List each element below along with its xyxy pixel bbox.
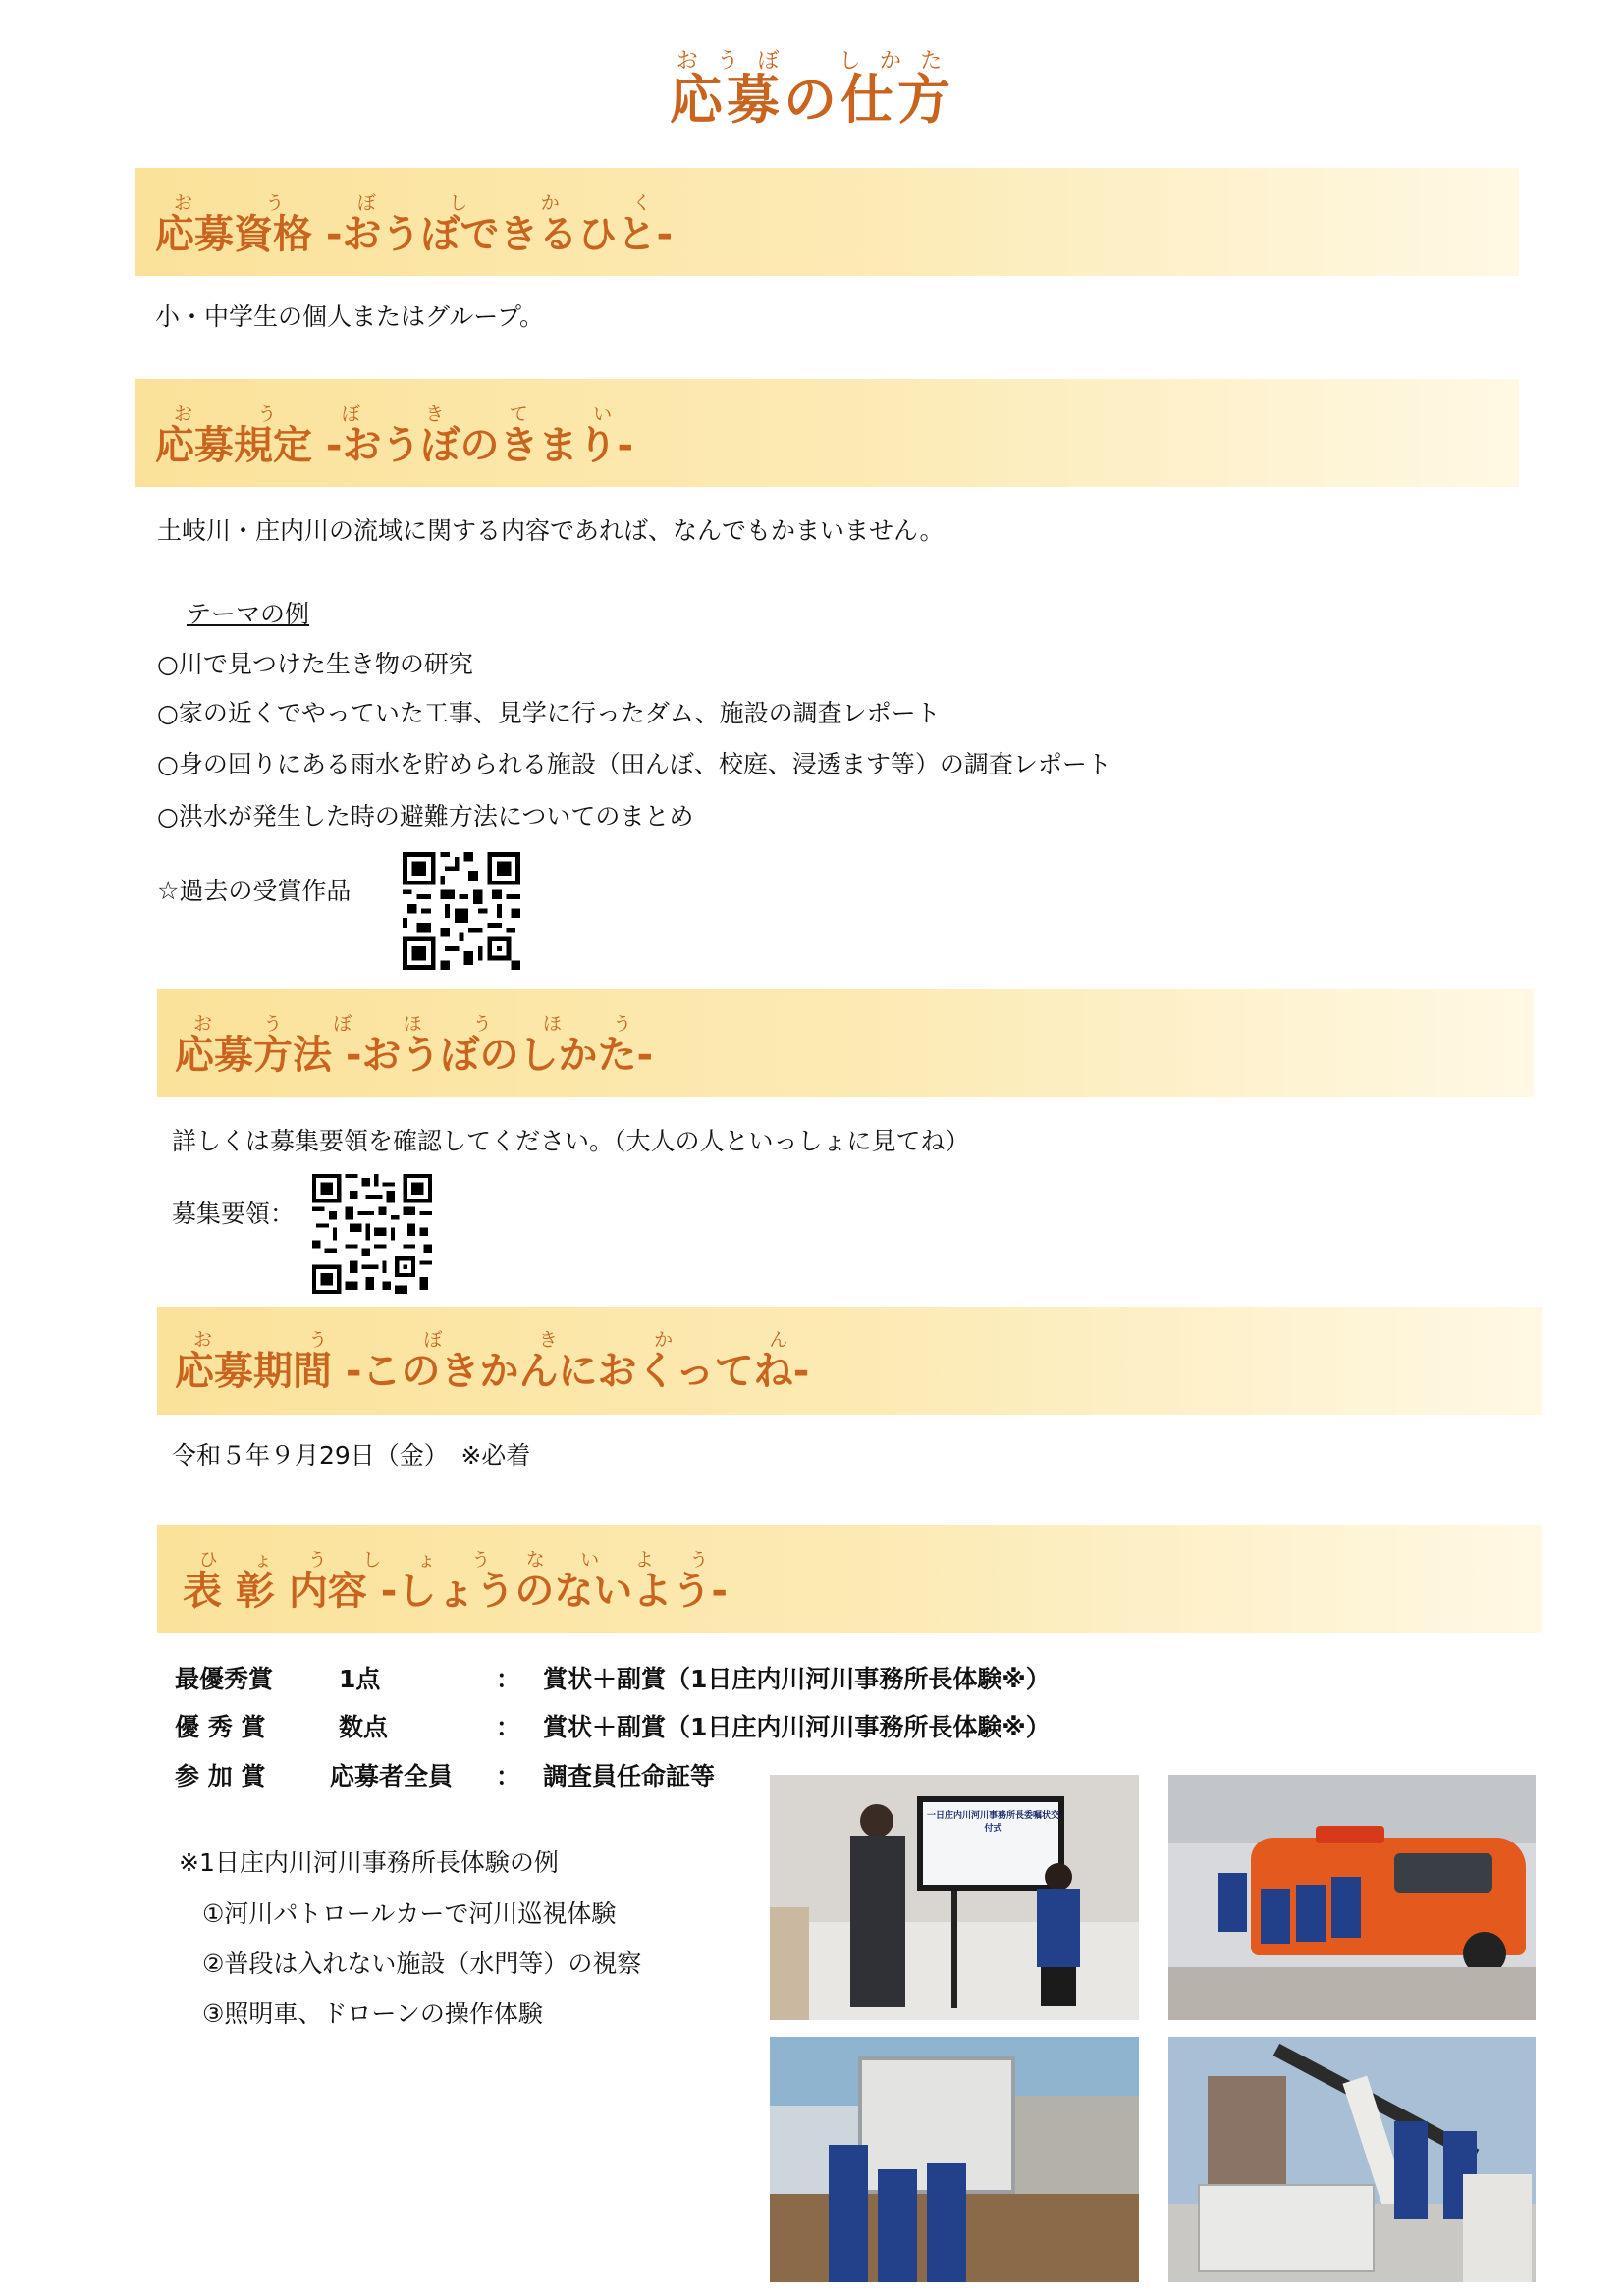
rules-text: 土岐川・庄内川の流域に関する内容であれば、なんでもかまいません。	[157, 516, 945, 545]
experience-item-1: ①河川パトロールカーで河川巡視体験	[202, 1899, 617, 1928]
period-text: 令和５年９月29日（金） ※必着	[172, 1441, 531, 1469]
award-prize-top: 賞状＋副賞（1日庄内川河川事務所長体験※）	[543, 1665, 1051, 1693]
award-colon-excellent: ：	[496, 1713, 521, 1741]
award-count-top: 1点	[339, 1665, 381, 1693]
award-name-excellent: 優 秀 賞	[175, 1713, 266, 1741]
award-name-participation: 参 加 賞	[175, 1762, 266, 1790]
guideline-label: 募集要領：	[172, 1200, 296, 1228]
award-colon-top: ：	[496, 1665, 521, 1693]
photo-floodgate	[770, 2037, 1139, 2282]
qualification-text: 小・中学生の個人またはグループ。	[155, 302, 545, 331]
page-title: 応募の仕方おうぼ しかた	[670, 49, 954, 131]
ceremony-screen-title: 一日庄内川河川事務所長委嘱状交付式	[927, 1811, 1060, 1834]
past-works-label: ☆過去の受賞作品	[157, 877, 352, 905]
award-prize-participation: 調査員任命証等	[543, 1762, 716, 1790]
theme-label: テーマの例	[187, 600, 310, 628]
award-prize-excellent: 賞状＋副賞（1日庄内川河川事務所長体験※）	[543, 1713, 1051, 1741]
theme-example-3: ○身の回りにある雨水を貯められる施設（田んぼ、校庭、浸透ます等）の調査レポート	[157, 750, 1111, 778]
award-count-excellent: 数点	[339, 1713, 389, 1741]
method-heading: 応募方法 -おうぼのしかた-おうぼほうほう	[175, 1013, 654, 1078]
award-name-top: 最優秀賞	[175, 1665, 274, 1693]
experience-item-2: ②普段は入れない施設（水門等）の視察	[202, 1949, 642, 1978]
period-heading: 応募期間 -このきかんにおくってね-おうぼきかん	[175, 1329, 810, 1394]
theme-example-1: ○川で見つけた生き物の研究	[157, 650, 473, 678]
rules-heading: 応募規定 -おうぼのきまり-おうぼきてい	[155, 403, 634, 468]
theme-example-2: ○家の近くでやっていた工事、見学に行ったダム、施設の調査レポート	[157, 699, 941, 727]
award-count-participation: 応募者全員	[330, 1762, 454, 1790]
photo-patrol-car	[1168, 1775, 1536, 2020]
experience-note-title: ※1日庄内川河川事務所長体験の例	[179, 1848, 559, 1877]
experience-item-3: ③照明車、ドローンの操作体験	[202, 2000, 543, 2028]
past-works-qr-code[interactable]	[403, 852, 520, 970]
qualification-heading: 応募資格 -おうぼできるひと-おうぼしかく	[155, 192, 674, 257]
method-text: 詳しくは募集要領を確認してください。（大人の人といっしょに見てね）	[172, 1127, 970, 1155]
photo-lighting-vehicle	[1168, 2037, 1536, 2282]
photo-ceremony	[770, 1775, 1139, 2020]
awards-heading: 表 彰 内容 -しょうのないよう-ひょうしょうないよう	[183, 1549, 728, 1614]
award-colon-participation: ：	[496, 1762, 521, 1790]
theme-example-4: ○洪水が発生した時の避難方法についてのまとめ	[157, 802, 694, 830]
guideline-qr-code[interactable]	[312, 1174, 432, 1294]
